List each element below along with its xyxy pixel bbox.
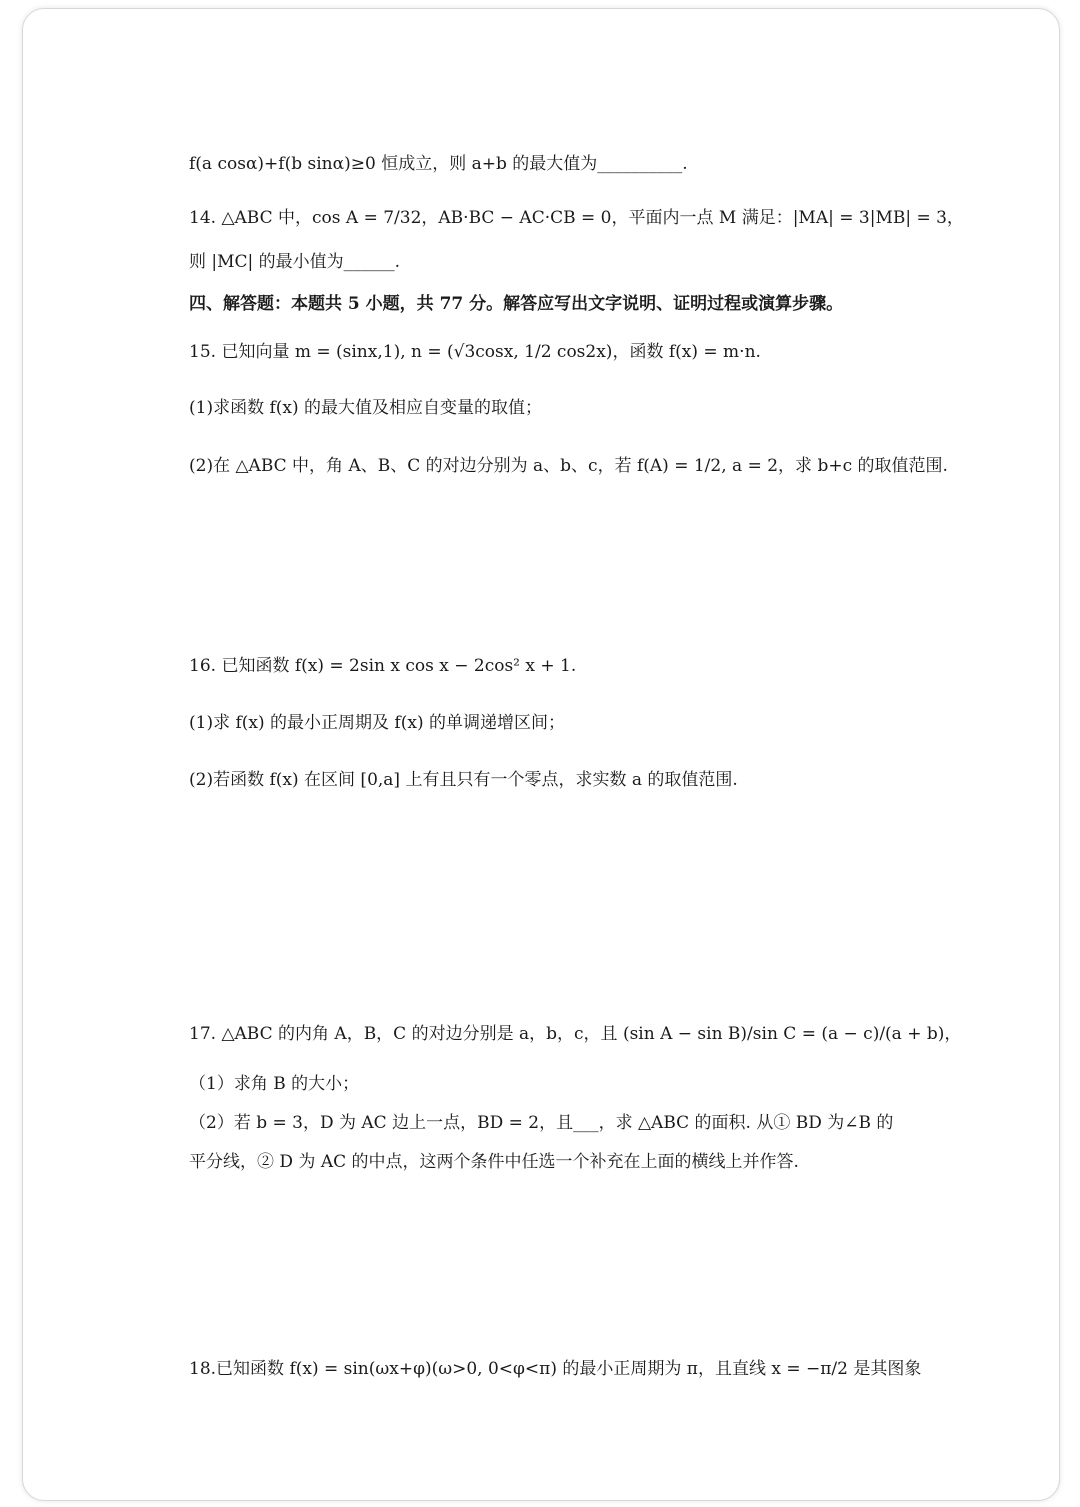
- q18-stem: 18.已知函数 f(x) = sin(ωx+φ)(ω>0, 0<φ<π) 的最小正周期为 π，且直线 x = −π/2 是其图象: [189, 1359, 922, 1379]
- q17-part2b: 平分线，② D 为 AC 的中点，这两个条件中任选一个补充在上面的横线上并作答.: [189, 1152, 799, 1172]
- q16-part1: (1)求 f(x) 的最小正周期及 f(x) 的单调递增区间；: [189, 713, 565, 733]
- section-heading: 四、解答题：本题共 5 小题，共 77 分。解答应写出文字说明、证明过程或演算步骤。: [189, 294, 844, 314]
- document-page: [22, 8, 1060, 1501]
- q16-stem: 16. 已知函数 f(x) = 2sin x cos x − 2cos² x + 1.: [189, 656, 577, 676]
- q14-line1: 14. △ABC 中，cos A = 7/32，AB·BC − AC·CB = 0，平面内一点 M 满足：|MA| = 3|MB| = 3，: [189, 208, 964, 228]
- q17-stem: 17. △ABC 的内角 A，B，C 的对边分别是 a，b，c，且 (sin A − sin B)/sin C = (a − c)/(a + b)，: [189, 1024, 962, 1044]
- q17-part2a: （2）若 b = 3，D 为 AC 边上一点，BD = 2，且___，求 △ABC 的面积. 从① BD 为∠B 的: [189, 1113, 894, 1133]
- q17-part1: （1）求角 B 的大小；: [189, 1074, 360, 1094]
- q15-part1: (1)求函数 f(x) 的最大值及相应自变量的取值；: [189, 398, 543, 418]
- q14-line2: 则 |MC| 的最小值为______.: [189, 252, 401, 272]
- q15-part2: (2)在 △ABC 中，角 A、B、C 的对边分别为 a、b、c，若 f(A) = 1/2, a = 2，求 b+c 的取值范围.: [189, 456, 948, 476]
- q13-tail: f(a cosα)+f(b sinα)≥0 恒成立，则 a+b 的最大值为__________.: [189, 154, 688, 174]
- q16-part2: (2)若函数 f(x) 在区间 [0,a] 上有且只有一个零点，求实数 a 的取值范围.: [189, 770, 738, 790]
- q15-stem: 15. 已知向量 m = (sinx,1), n = (√3cosx, 1/2 cos2x)，函数 f(x) = m·n.: [189, 342, 761, 362]
